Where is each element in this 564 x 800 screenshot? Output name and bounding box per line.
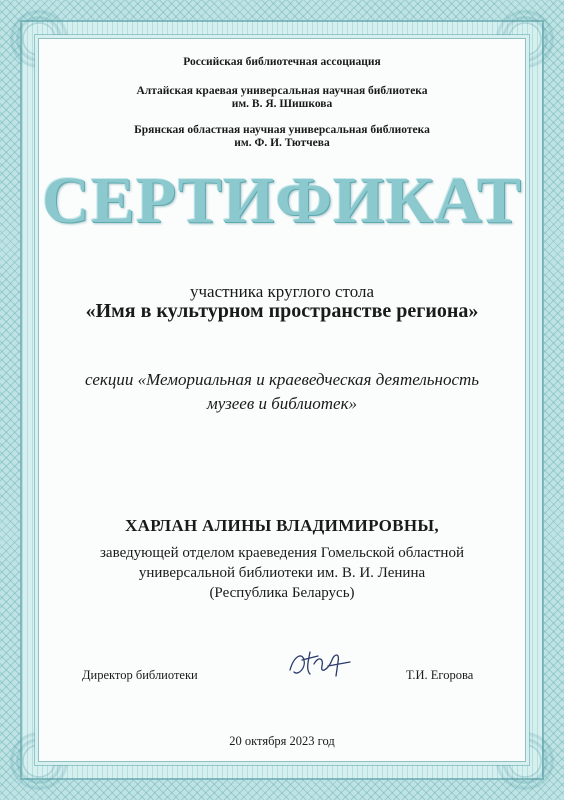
section-line: музеев и библиотек» <box>206 394 358 413</box>
section-line: секции «Мемориальная и краеведческая деятельность <box>85 370 479 389</box>
director-label: Директор библиотеки <box>82 668 198 682</box>
certificate-content <box>38 38 526 762</box>
issuer-line: им. Ф. И. Тютчева <box>234 137 330 149</box>
issuer-altai-library <box>38 85 526 111</box>
position-line: (Республика Беларусь) <box>209 585 355 601</box>
issuer-association <box>38 56 526 69</box>
position-line: универсальной библиотеки им. В. И. Ленина <box>138 565 426 581</box>
issuer-line: Брянская областная научная универсальная библиотека <box>134 124 430 136</box>
issuer-line: Алтайская краевая универсальная научная библиотека <box>136 85 428 97</box>
recipient-position <box>58 543 506 603</box>
event-name: «Имя в культурном пространстве региона» <box>85 300 479 322</box>
participant-label: участника круглого стола <box>189 282 375 301</box>
issuer-line: Российская библиотечная ассоциация <box>183 56 381 68</box>
position-line: заведующей отделом краеведения Гомельской областной <box>100 545 464 561</box>
issuer-line: им. В. Я. Шишкова <box>231 98 333 110</box>
director-name: Т.И. Егорова <box>406 668 474 682</box>
section-name <box>68 368 496 416</box>
issuer-bryansk-library <box>38 124 526 150</box>
issue-date: 20 октября 2023 год <box>229 734 335 748</box>
recipient-name: ХАРЛАН АЛИНЫ ВЛАДИМИРОВНЫ, <box>125 516 439 535</box>
signature-image <box>284 646 354 682</box>
certificate-title: СЕРТИФИКАТ <box>42 164 522 237</box>
